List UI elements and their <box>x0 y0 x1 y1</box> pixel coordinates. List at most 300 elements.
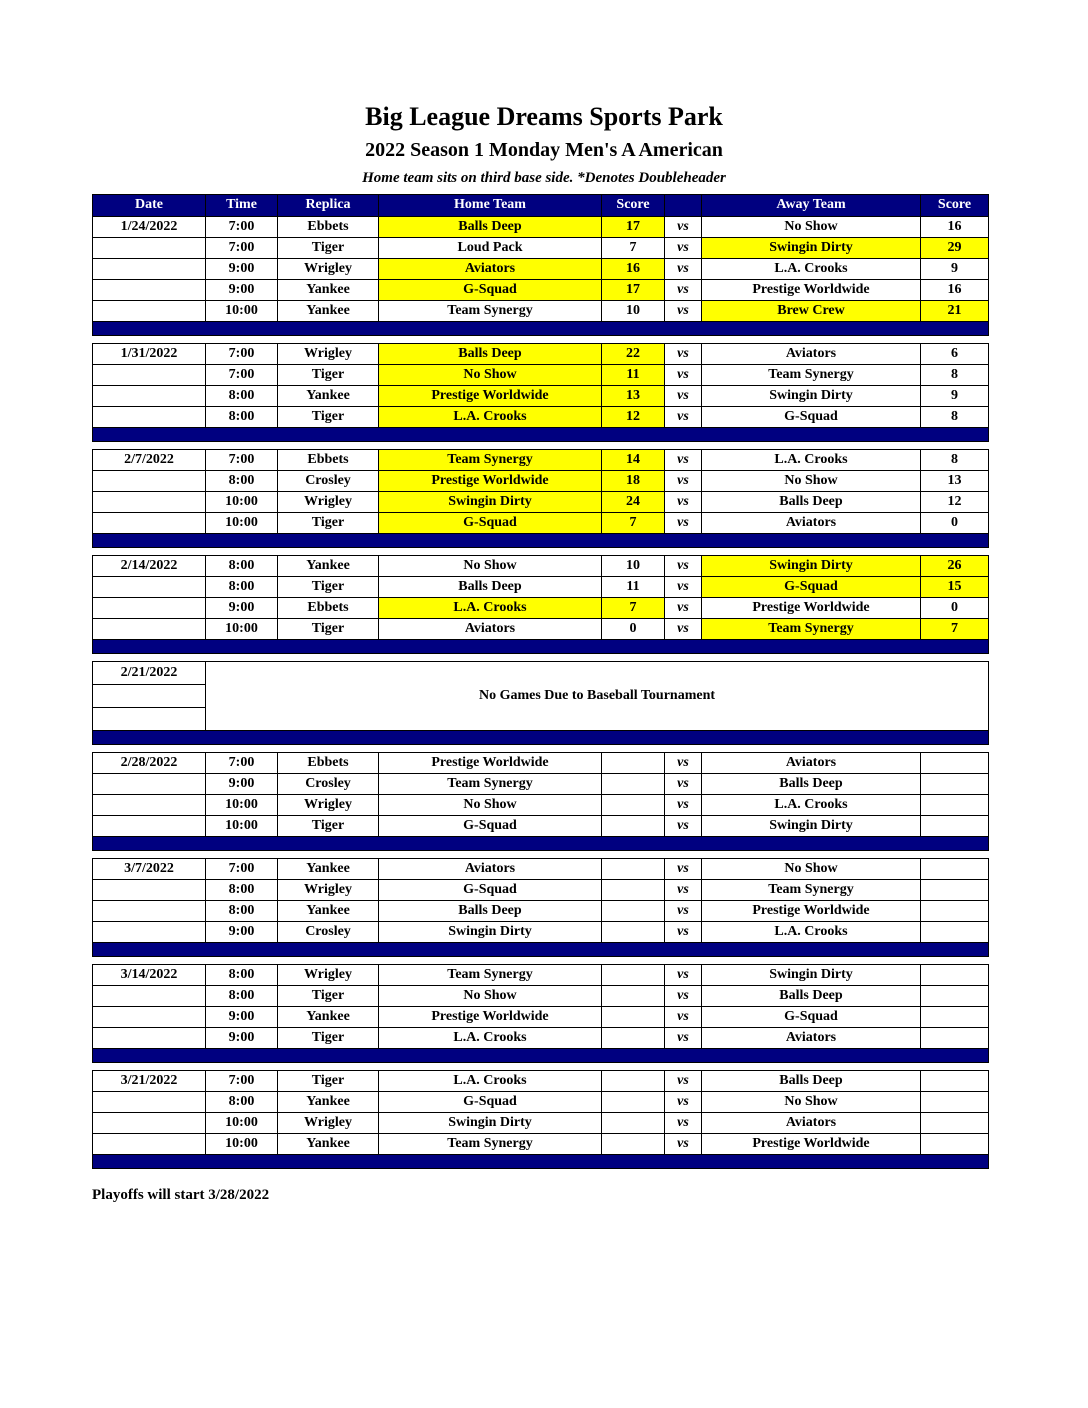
week-gap-row <box>93 850 989 858</box>
game-row <box>93 470 989 491</box>
date-cell <box>93 794 206 815</box>
away-team-cell: Prestige Worldwide <box>702 597 921 618</box>
time-cell: 8:00 <box>206 964 278 985</box>
date-cell <box>93 985 206 1006</box>
week-gap-row <box>93 956 989 964</box>
away-score-cell: 9 <box>921 258 989 279</box>
away-team-cell: Aviators <box>702 512 921 533</box>
away-score-cell: 12 <box>921 491 989 512</box>
home-score-cell: 7 <box>602 597 665 618</box>
date-cell <box>93 258 206 279</box>
header-time: Time <box>206 194 278 216</box>
away-team-cell: No Show <box>702 216 921 237</box>
vs-cell: vs <box>665 1027 702 1048</box>
game-row <box>93 921 989 942</box>
home-score-cell <box>602 1027 665 1048</box>
game-row <box>93 364 989 385</box>
date-cell: 2/21/2022 <box>93 661 206 684</box>
home-score-cell: 17 <box>602 216 665 237</box>
vs-cell: vs <box>665 449 702 470</box>
away-team-cell: Prestige Worldwide <box>702 279 921 300</box>
date-cell <box>93 707 206 730</box>
away-score-cell <box>921 879 989 900</box>
time-cell: 7:00 <box>206 858 278 879</box>
home-team-cell: Aviators <box>379 858 602 879</box>
vs-cell: vs <box>665 921 702 942</box>
away-team-cell: Balls Deep <box>702 773 921 794</box>
date-cell <box>93 406 206 427</box>
home-team-cell: Prestige Worldwide <box>379 470 602 491</box>
date-cell <box>93 300 206 321</box>
game-row <box>93 1133 989 1154</box>
vs-cell: vs <box>665 300 702 321</box>
home-team-note: Home team sits on third base side. *Denotes Doubleheader <box>362 169 726 186</box>
home-team-cell: Balls Deep <box>379 216 602 237</box>
away-score-cell: 13 <box>921 470 989 491</box>
replica-cell: Ebbets <box>278 752 379 773</box>
date-cell <box>93 773 206 794</box>
week-gap-row <box>93 335 989 343</box>
game-row <box>93 1112 989 1133</box>
replica-cell: Yankee <box>278 858 379 879</box>
game-row <box>93 858 989 879</box>
home-team-cell: Team Synergy <box>379 1133 602 1154</box>
away-team-cell: No Show <box>702 470 921 491</box>
away-score-cell: 8 <box>921 364 989 385</box>
home-team-cell: G-Squad <box>379 815 602 836</box>
away-score-cell: 0 <box>921 512 989 533</box>
time-cell: 8:00 <box>206 470 278 491</box>
home-team-cell: Prestige Worldwide <box>379 1006 602 1027</box>
away-team-cell: Aviators <box>702 752 921 773</box>
vs-cell: vs <box>665 618 702 639</box>
home-team-cell: G-Squad <box>379 512 602 533</box>
home-score-cell: 7 <box>602 512 665 533</box>
week-gap <box>93 1062 989 1070</box>
vs-cell: vs <box>665 597 702 618</box>
replica-cell: Wrigley <box>278 491 379 512</box>
time-cell: 10:00 <box>206 1112 278 1133</box>
time-cell: 7:00 <box>206 1070 278 1091</box>
week-separator-bar <box>93 730 989 744</box>
time-cell: 7:00 <box>206 216 278 237</box>
time-cell: 8:00 <box>206 900 278 921</box>
vs-cell: vs <box>665 964 702 985</box>
home-score-cell: 7 <box>602 237 665 258</box>
away-score-cell <box>921 1070 989 1091</box>
replica-cell: Wrigley <box>278 258 379 279</box>
week-separator-row <box>93 533 989 547</box>
replica-cell: Tiger <box>278 364 379 385</box>
date-cell <box>93 684 206 707</box>
date-cell <box>93 900 206 921</box>
away-score-cell: 0 <box>921 597 989 618</box>
home-score-cell: 11 <box>602 576 665 597</box>
away-team-cell: Swingin Dirty <box>702 555 921 576</box>
vs-cell: vs <box>665 470 702 491</box>
home-team-cell: Balls Deep <box>379 900 602 921</box>
game-row <box>93 1070 989 1091</box>
away-score-cell <box>921 752 989 773</box>
away-score-cell <box>921 794 989 815</box>
game-row <box>93 815 989 836</box>
vs-cell: vs <box>665 1070 702 1091</box>
week-gap <box>93 653 989 661</box>
away-score-cell <box>921 1027 989 1048</box>
time-cell: 8:00 <box>206 576 278 597</box>
away-team-cell: Swingin Dirty <box>702 385 921 406</box>
time-cell: 9:00 <box>206 258 278 279</box>
home-team-cell: No Show <box>379 364 602 385</box>
vs-cell: vs <box>665 900 702 921</box>
away-team-cell: Team Synergy <box>702 364 921 385</box>
week-separator-bar <box>93 427 989 441</box>
header-replica: Replica <box>278 194 379 216</box>
home-team-cell: Team Synergy <box>379 773 602 794</box>
home-score-cell: 13 <box>602 385 665 406</box>
time-cell: 9:00 <box>206 597 278 618</box>
week-separator-bar <box>93 533 989 547</box>
away-team-cell: Aviators <box>702 1027 921 1048</box>
game-row <box>93 216 989 237</box>
week-gap-row <box>93 1168 989 1176</box>
date-cell: 2/14/2022 <box>93 555 206 576</box>
game-row <box>93 449 989 470</box>
week-gap <box>93 441 989 449</box>
time-cell: 8:00 <box>206 406 278 427</box>
date-cell <box>93 815 206 836</box>
date-cell <box>93 1133 206 1154</box>
home-score-cell <box>602 1091 665 1112</box>
game-row <box>93 385 989 406</box>
date-cell <box>93 879 206 900</box>
home-score-cell: 16 <box>602 258 665 279</box>
replica-cell: Tiger <box>278 618 379 639</box>
week-separator-row <box>93 1154 989 1168</box>
home-score-cell: 12 <box>602 406 665 427</box>
away-score-cell: 21 <box>921 300 989 321</box>
game-row <box>93 794 989 815</box>
replica-cell: Yankee <box>278 555 379 576</box>
game-row <box>93 279 989 300</box>
game-row <box>93 555 989 576</box>
home-team-cell: Team Synergy <box>379 964 602 985</box>
date-cell: 2/28/2022 <box>93 752 206 773</box>
replica-cell: Tiger <box>278 985 379 1006</box>
vs-cell: vs <box>665 364 702 385</box>
replica-cell: Wrigley <box>278 879 379 900</box>
date-cell: 3/21/2022 <box>93 1070 206 1091</box>
time-cell: 8:00 <box>206 985 278 1006</box>
away-score-cell <box>921 921 989 942</box>
week-gap <box>93 1168 989 1176</box>
replica-cell: Tiger <box>278 237 379 258</box>
time-cell: 10:00 <box>206 1133 278 1154</box>
vs-cell: vs <box>665 343 702 364</box>
vs-cell: vs <box>665 794 702 815</box>
date-cell <box>93 597 206 618</box>
home-score-cell <box>602 858 665 879</box>
home-score-cell <box>602 815 665 836</box>
game-row <box>93 300 989 321</box>
date-cell <box>93 1006 206 1027</box>
replica-cell: Yankee <box>278 1006 379 1027</box>
replica-cell: Wrigley <box>278 1112 379 1133</box>
away-score-cell: 15 <box>921 576 989 597</box>
away-score-cell: 26 <box>921 555 989 576</box>
home-score-cell <box>602 752 665 773</box>
home-score-cell: 11 <box>602 364 665 385</box>
home-team-cell: G-Squad <box>379 879 602 900</box>
away-score-cell: 8 <box>921 449 989 470</box>
away-team-cell: L.A. Crooks <box>702 921 921 942</box>
week-separator-row <box>93 942 989 956</box>
header-away-team: Away Team <box>702 194 921 216</box>
game-row <box>93 618 989 639</box>
home-score-cell: 0 <box>602 618 665 639</box>
header-home-team: Home Team <box>379 194 602 216</box>
replica-cell: Wrigley <box>278 964 379 985</box>
week-separator-bar <box>93 639 989 653</box>
vs-cell: vs <box>665 555 702 576</box>
home-team-cell: G-Squad <box>379 279 602 300</box>
away-team-cell: Aviators <box>702 1112 921 1133</box>
week-separator-bar <box>93 1154 989 1168</box>
game-row <box>93 406 989 427</box>
replica-cell: Yankee <box>278 1133 379 1154</box>
week-separator-row <box>93 1048 989 1062</box>
week-gap <box>93 850 989 858</box>
vs-cell: vs <box>665 1112 702 1133</box>
week-separator-bar <box>93 1048 989 1062</box>
home-score-cell <box>602 879 665 900</box>
away-score-cell <box>921 858 989 879</box>
game-row <box>93 491 989 512</box>
game-row <box>93 343 989 364</box>
away-team-cell: L.A. Crooks <box>702 449 921 470</box>
home-score-cell <box>602 900 665 921</box>
game-row <box>93 985 989 1006</box>
week-gap-row <box>93 744 989 752</box>
home-team-cell: Team Synergy <box>379 300 602 321</box>
date-cell <box>93 512 206 533</box>
replica-cell: Tiger <box>278 512 379 533</box>
time-cell: 9:00 <box>206 921 278 942</box>
away-team-cell: No Show <box>702 858 921 879</box>
time-cell: 10:00 <box>206 815 278 836</box>
replica-cell: Yankee <box>278 1091 379 1112</box>
time-cell: 7:00 <box>206 343 278 364</box>
vs-cell: vs <box>665 385 702 406</box>
time-cell: 10:00 <box>206 491 278 512</box>
date-cell <box>93 1027 206 1048</box>
time-cell: 8:00 <box>206 385 278 406</box>
week-separator-bar <box>93 321 989 335</box>
home-score-cell <box>602 985 665 1006</box>
away-team-cell: G-Squad <box>702 1006 921 1027</box>
home-team-cell: Aviators <box>379 258 602 279</box>
time-cell: 10:00 <box>206 300 278 321</box>
vs-cell: vs <box>665 406 702 427</box>
game-row <box>93 900 989 921</box>
away-team-cell: Prestige Worldwide <box>702 1133 921 1154</box>
date-cell <box>93 1112 206 1133</box>
time-cell: 7:00 <box>206 237 278 258</box>
time-cell: 9:00 <box>206 1006 278 1027</box>
header-vs <box>665 194 702 216</box>
game-row <box>93 576 989 597</box>
game-row <box>93 512 989 533</box>
away-team-cell: Swingin Dirty <box>702 964 921 985</box>
vs-cell: vs <box>665 1091 702 1112</box>
home-score-cell: 17 <box>602 279 665 300</box>
away-team-cell: Balls Deep <box>702 491 921 512</box>
week-gap <box>93 744 989 752</box>
vs-cell: vs <box>665 815 702 836</box>
home-score-cell: 14 <box>602 449 665 470</box>
home-team-cell: Prestige Worldwide <box>379 752 602 773</box>
away-team-cell: Team Synergy <box>702 879 921 900</box>
week-gap-row <box>93 547 989 555</box>
home-score-cell <box>602 773 665 794</box>
away-score-cell: 16 <box>921 216 989 237</box>
time-cell: 8:00 <box>206 555 278 576</box>
home-team-cell: L.A. Crooks <box>379 406 602 427</box>
date-cell: 2/7/2022 <box>93 449 206 470</box>
game-row <box>93 1027 989 1048</box>
replica-cell: Ebbets <box>278 216 379 237</box>
replica-cell: Yankee <box>278 300 379 321</box>
page-title: Big League Dreams Sports Park <box>365 102 723 131</box>
replica-cell: Ebbets <box>278 449 379 470</box>
date-cell: 1/31/2022 <box>93 343 206 364</box>
home-score-cell <box>602 794 665 815</box>
replica-cell: Crosley <box>278 921 379 942</box>
week-gap-row <box>93 653 989 661</box>
away-team-cell: Balls Deep <box>702 985 921 1006</box>
replica-cell: Tiger <box>278 576 379 597</box>
week-separator-row <box>93 321 989 335</box>
date-cell <box>93 1091 206 1112</box>
away-score-cell <box>921 900 989 921</box>
time-cell: 7:00 <box>206 752 278 773</box>
away-score-cell <box>921 1112 989 1133</box>
replica-cell: Crosley <box>278 470 379 491</box>
date-cell <box>93 237 206 258</box>
week-separator-row <box>93 427 989 441</box>
away-team-cell: G-Squad <box>702 406 921 427</box>
home-team-cell: Balls Deep <box>379 576 602 597</box>
replica-cell: Tiger <box>278 1027 379 1048</box>
home-score-cell <box>602 1070 665 1091</box>
away-team-cell: Prestige Worldwide <box>702 900 921 921</box>
home-team-cell: Swingin Dirty <box>379 491 602 512</box>
date-cell: 3/14/2022 <box>93 964 206 985</box>
game-row <box>93 752 989 773</box>
away-team-cell: Balls Deep <box>702 1070 921 1091</box>
date-cell <box>93 576 206 597</box>
game-row <box>93 773 989 794</box>
replica-cell: Yankee <box>278 385 379 406</box>
time-cell: 8:00 <box>206 1091 278 1112</box>
time-cell: 9:00 <box>206 773 278 794</box>
game-row <box>93 237 989 258</box>
special-week-row <box>93 661 989 684</box>
week-gap-row <box>93 441 989 449</box>
date-cell <box>93 921 206 942</box>
week-gap-row <box>93 1062 989 1070</box>
home-score-cell: 24 <box>602 491 665 512</box>
game-row <box>93 1006 989 1027</box>
home-team-cell: Swingin Dirty <box>379 1112 602 1133</box>
date-cell <box>93 364 206 385</box>
home-team-cell: Balls Deep <box>379 343 602 364</box>
week-separator-row <box>93 730 989 744</box>
date-cell <box>93 470 206 491</box>
home-team-cell: No Show <box>379 555 602 576</box>
home-team-cell: L.A. Crooks <box>379 597 602 618</box>
home-team-cell: L.A. Crooks <box>379 1027 602 1048</box>
week-gap <box>93 547 989 555</box>
date-cell <box>93 618 206 639</box>
game-row <box>93 1091 989 1112</box>
replica-cell: Wrigley <box>278 794 379 815</box>
week-separator-row <box>93 639 989 653</box>
no-games-banner: No Games Due to Baseball Tournament <box>206 661 989 730</box>
week-separator-bar <box>93 836 989 850</box>
home-team-cell: Team Synergy <box>379 449 602 470</box>
home-score-cell: 10 <box>602 300 665 321</box>
home-team-cell: Prestige Worldwide <box>379 385 602 406</box>
away-team-cell: No Show <box>702 1091 921 1112</box>
away-score-cell: 29 <box>921 237 989 258</box>
away-score-cell: 16 <box>921 279 989 300</box>
home-team-cell: No Show <box>379 794 602 815</box>
time-cell: 7:00 <box>206 364 278 385</box>
time-cell: 9:00 <box>206 279 278 300</box>
date-cell: 1/24/2022 <box>93 216 206 237</box>
home-score-cell <box>602 964 665 985</box>
home-team-cell: L.A. Crooks <box>379 1070 602 1091</box>
vs-cell: vs <box>665 773 702 794</box>
time-cell: 9:00 <box>206 1027 278 1048</box>
game-row <box>93 258 989 279</box>
away-score-cell <box>921 815 989 836</box>
replica-cell: Tiger <box>278 1070 379 1091</box>
home-team-cell: No Show <box>379 985 602 1006</box>
date-cell <box>93 385 206 406</box>
vs-cell: vs <box>665 279 702 300</box>
replica-cell: Tiger <box>278 815 379 836</box>
home-score-cell <box>602 1133 665 1154</box>
away-team-cell: L.A. Crooks <box>702 794 921 815</box>
replica-cell: Yankee <box>278 279 379 300</box>
vs-cell: vs <box>665 879 702 900</box>
table-header-row <box>93 194 989 216</box>
time-cell: 10:00 <box>206 512 278 533</box>
vs-cell: vs <box>665 1133 702 1154</box>
week-gap <box>93 335 989 343</box>
away-score-cell <box>921 964 989 985</box>
away-team-cell: G-Squad <box>702 576 921 597</box>
replica-cell: Ebbets <box>278 597 379 618</box>
away-team-cell: Brew Crew <box>702 300 921 321</box>
replica-cell: Tiger <box>278 406 379 427</box>
away-score-cell <box>921 1133 989 1154</box>
playoffs-footer: Playoffs will start 3/28/2022 <box>92 1187 270 1204</box>
week-separator-bar <box>93 942 989 956</box>
game-row <box>93 597 989 618</box>
